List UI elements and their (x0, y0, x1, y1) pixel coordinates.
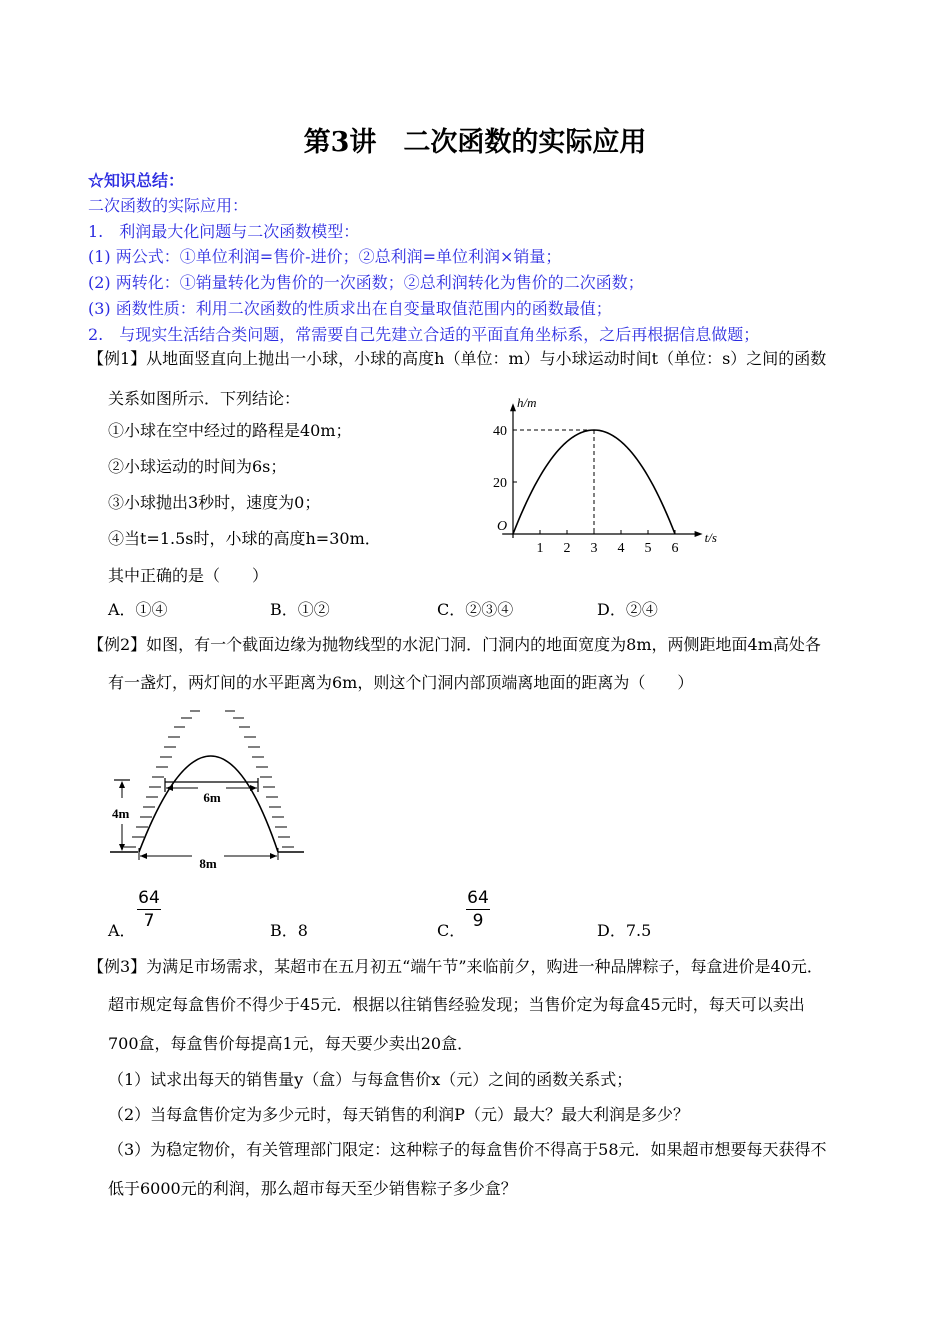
ex2-option-c-denominator: 9 (472, 911, 484, 931)
knowledge-intro: 二次函数的实际应用： (88, 196, 249, 215)
ex3-stem-line3: 700盒，每盒售价每提高1元，每天要少卖出20盒． (108, 1034, 474, 1053)
knowledge-point-1c: (3) 函数性质：利用二次函数的性质求出在自变量取值范围内的函数最值； (88, 299, 612, 318)
ex2-option-a-prefix: A． (108, 921, 136, 940)
y-tick-label: 20 (493, 476, 507, 491)
origin-label: O (497, 519, 508, 534)
ex1-option-c: C．②③④ (437, 600, 514, 619)
label-6m: 6m (203, 790, 221, 805)
x-tick-label: 3 (590, 541, 598, 556)
label-4m: 4m (112, 806, 130, 821)
ex1-option-b: B．①② (270, 600, 330, 619)
x-axis-label: t/s (704, 530, 717, 545)
knowledge-point-1a: (1) 两公式：①单位利润=售价-进价；②总利润=单位利润×销量； (88, 247, 562, 266)
ex1-claim-2: ②小球运动的时间为6s； (108, 457, 287, 476)
ex1-option-a: A．①④ (108, 600, 168, 619)
ex2-option-c-fraction-bar (466, 909, 490, 910)
ex2-option-a-denominator: 7 (143, 911, 155, 931)
ex3-question-1: （1）试求出每天的销售量y（盒）与每盒售价x（元）之间的函数关系式； (108, 1070, 633, 1089)
ex1-claim-4: ④当t=1.5s时，小球的高度h=30m． (108, 529, 381, 548)
ex1-option-d: D．②④ (597, 600, 658, 619)
x-tick-label: 1 (536, 541, 544, 556)
ex3-question-3-cont: 低于6000元的利润，那么超市每天至少销售粽子多少盒？ (108, 1179, 517, 1198)
x-tick-label: 2 (563, 541, 571, 556)
label-8m: 8m (199, 856, 217, 871)
ex1-claim-1: ①小球在空中经过的路程是40m； (108, 421, 352, 440)
ex3-stem-line1: 【例3】为满足市场需求，某超市在五月初五“端午节”来临前夕，购进一种品牌粽子，每盒进价是40元． (88, 957, 823, 976)
knowledge-heading: ☆知识总结： (88, 171, 185, 190)
ex2-arch-diagram (108, 700, 308, 878)
ex3-question-3: （3）为稳定物价，有关管理部门限定：这种粽子的每盒售价不得高于58元．如果超市想要每天获得不 (108, 1140, 827, 1159)
ex2-option-c-numerator: 64 (467, 888, 489, 908)
ex1-question: 其中正确的是（ ） (108, 566, 269, 585)
ex3-question-2: （2）当每盒售价定为多少元时，每天销售的利润P（元）最大？最大利润是多少？ (108, 1105, 689, 1124)
ex1-claim-3: ③小球抛出3秒时，速度为0； (108, 493, 321, 512)
ex2-stem-line1: 【例2】如图，有一个截面边缘为抛物线型的水泥门洞．门洞内的地面宽度为8m，两侧距地面4m高处各 (88, 635, 821, 654)
ex2-option-b: B．8 (270, 921, 308, 940)
ex2-stem-line2: 有一盏灯，两灯间的水平距离为6m，则这个门洞内部顶端离地面的距离为（ ） (108, 673, 694, 692)
page-title: 第3讲 二次函数的实际应用 (303, 127, 647, 158)
ex1-stem-line1: 【例1】从地面竖直向上抛出一小球，小球的高度h（单位：m）与小球运动时间t（单位：s）之间的函数 (88, 349, 827, 368)
y-axis-label: h/m (517, 396, 537, 411)
knowledge-point-1b: (2) 两转化：①销量转化为售价的一次函数；②总利润转化为售价的二次函数； (88, 273, 644, 292)
y-axis-arrow (510, 403, 516, 411)
ex1-height-time-chart (482, 396, 732, 561)
y-tick-label: 40 (493, 424, 507, 439)
ex3-stem-line2: 超市规定每盒售价不得少于45元．根据以往销售经验发现；当售价定为每盒45元时，每天可以卖出 (108, 995, 805, 1014)
knowledge-point-1: 1. 利润最大化问题与二次函数模型： (88, 222, 360, 241)
x-tick-label: 6 (671, 541, 679, 556)
x-tick-label: 4 (617, 541, 625, 556)
ex2-option-d: D．7.5 (597, 921, 652, 940)
ex2-option-a-numerator: 64 (138, 888, 160, 908)
knowledge-point-2: 2. 与现实生活结合类问题，常需要自己先建立合适的平面直角坐标系，之后再根据信息做题； (88, 325, 760, 344)
ex2-option-a-fraction-bar (137, 909, 161, 910)
x-axis-arrow (695, 531, 703, 537)
ex1-stem-line2: 关系如图所示．下列结论： (108, 389, 301, 408)
ex2-option-c-prefix: C． (437, 921, 466, 940)
x-tick-label: 5 (644, 541, 652, 556)
